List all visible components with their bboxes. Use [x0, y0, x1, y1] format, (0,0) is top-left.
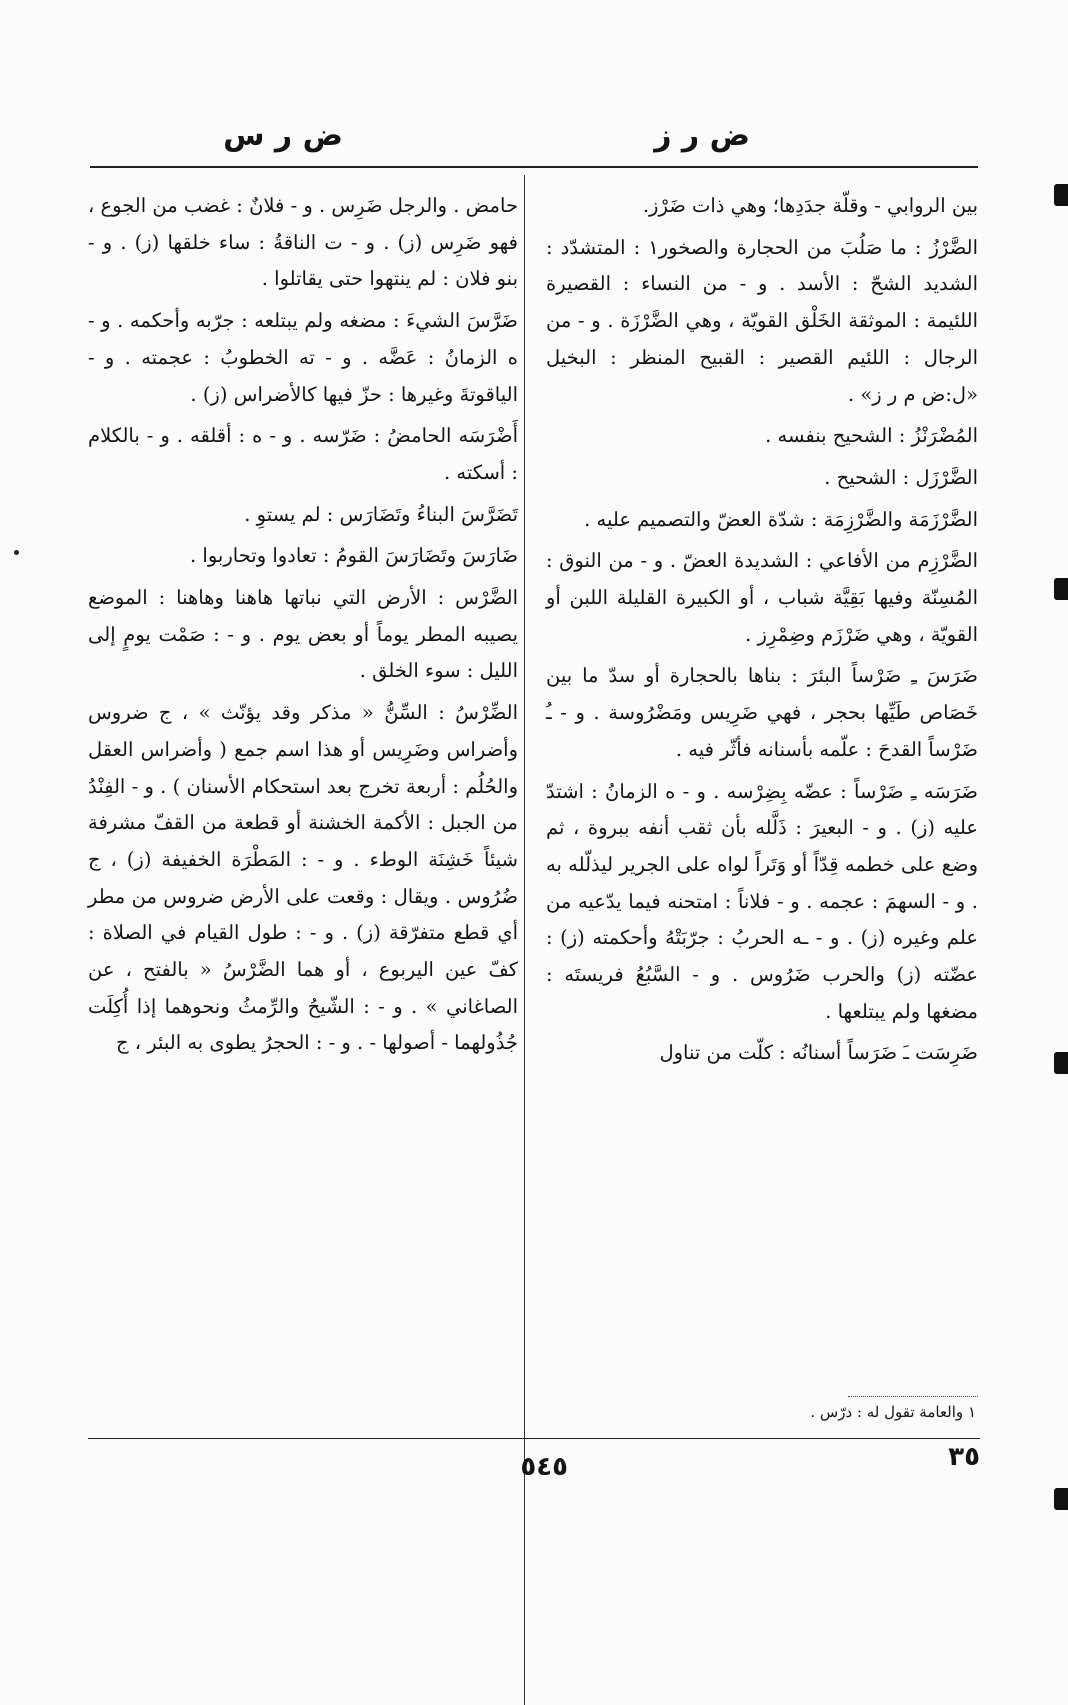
entry-paragraph: الضَّرْزَل : الشحيح .: [824, 465, 978, 489]
right-column: [546, 188, 978, 1077]
scan-edge-mark: [1054, 1052, 1068, 1074]
entry-paragraph: ضَرَسَه ـِ ضَرْساً : عضّه بِضِرْسه . و - ه الزمانُ : اشتدّ عليه (ز) . و - البعيرَ : ذَلَّله بأن ثقب أنفه ببروة ، ثم وضع على خطمه قِدّاً أو وَتَراً لواه على الجرير ليذلّله به . و - السهمَ : عجمه . و - فلاناً : امتحنه فيما يدّعيه من علم وغيره (ز) . و - ـه الحربُ : جرّبَتْهُ وأحكمته (ز) : عضّته (ز) والحرب ضَرُوس . و - السَّبُعُ فريستَه : مضغها ولم يبتلعها .: [546, 779, 978, 1023]
footnote-rule: [848, 1396, 978, 1397]
entry-paragraph: تَضَرَّسَ البناءُ وتَضَارَس : لم يستوِ .: [244, 502, 518, 526]
entry-paragraph: الضَّرْس : الأرض التي نباتها هاهنا وهاهنا : الموضع يصيبه المطر يوماً أو بعض يوم . و - : صَمْت يومٍ إلى الليل : سوء الخلق .: [88, 586, 518, 683]
header-rule: [90, 166, 978, 168]
footnote: ١ والعامة تقول له : درّس .: [810, 1403, 976, 1421]
scan-edge-mark: [1054, 578, 1068, 600]
entry-paragraph: ضَارَسَ وتَضَارَسَ القومُ : تعادوا وتحاربوا .: [190, 544, 518, 568]
page-number: ٥٤٥: [520, 1452, 568, 1482]
entry-paragraph: ضَرَسَ ـِ ضَرْساً البئرَ : بناها بالحجارة أو سدّ ما بين خَصَاص طَيِّها بحجر ، فهي ضَرِيس ومَضْرُوسة . و - ـُ ضَرْساً القدحَ : علّمه بأسنانه فأثّر فيه .: [546, 664, 978, 761]
entry-paragraph: المُضْرَنْزُ : الشحيح بنفسه .: [765, 424, 978, 448]
section-number: ٣٥: [948, 1442, 980, 1472]
entry-paragraph: أَضْرَسَه الحامضُ : ضَرّسه . و - ه : أقلقه . و - بالكلام : أسكته .: [88, 424, 518, 484]
scan-edge-mark: [1054, 184, 1068, 206]
entry-paragraph: ضَرَّسَ الشيءَ : مضغه ولم يبتلعه : جرّبه وأحكمه . و - ه الزمانُ : عَضَّه . و - ته الخطوبُ : عجمته . و - الياقوتةَ وغيرها : حزّ فيها كالأضراس (ز) .: [88, 309, 518, 406]
scan-speck: [14, 550, 19, 555]
entry-paragraph: ضَرِسَت ـَ ضَرَساً أسنانُه : كلّت من تناول: [659, 1041, 978, 1065]
entry-paragraph: بين الروابي - وقلّة جدَدِها؛ وهي ذات ضَرْز.: [642, 194, 978, 217]
entry-paragraph: الضَّرْزُ : ما صَلُبَ من الحجارة والصخور١ : المتشدّد : الشديد الشحّ : الأسد . و - من النساء : القصيرة اللئيمة : الموثقة الخَلْق القويّة ، وهي الضَّرْزَة . و - من الرجال : اللئيم القصير : القبيح المنظر : البخيل «ل:ض م ر ز» .: [546, 235, 978, 406]
entry-paragraph: الضِّرْسُ : السِّنُّ « مذكر وقد يؤنّث » ، ج ضروس وأضراس وضَرِيس أو هذا اسم جمع ( وأضراس العقل والحُلُم : أربعة تخرج بعد استحكام الأسنان ) . و - الفِنْدُ من الجبل : الأكمة الخشنة أو قطعة من القفّ مشرفة شيئاً خَشِنَة الوطء . و - : المَطْرَة الخفيفة (ز) ، ج ضُرُوس . ويقال : وقعت على الأرض ضروس من مطر أي قطع متفرّقة (ز) . و - : طول القيام في الصلاة : كفّ عين اليربوع ، أو هما الضَّرْسُ « بالفتح ، عن الصاغاني » . و - : الشّيحُ والرِّمثُ ونحوهما إذا أُكِلَت جُذُولهما - أصولها - . و - : الحجرُ يطوى به البئر ، ج: [88, 701, 518, 1055]
left-column-root-header: ض ر س: [223, 118, 343, 153]
right-column-root-header: ض ر ز: [654, 118, 750, 153]
entry-paragraph: الضَّرْزَمَة والضَّرْزِمَة : شدّة العضّ والتصميم عليه .: [584, 507, 978, 531]
scan-edge-mark: [1054, 1488, 1068, 1510]
entry-paragraph: الضَّرْزِم من الأفاعي : الشديدة العضّ . و - من النوق : المُسِنّة وفيها بَقِيَّة شباب ، أو الكبيرة القليلة اللبن أو القويّة ، وهي ضَرْزَم وضِمْرِز .: [546, 549, 978, 646]
left-column: [88, 188, 518, 1067]
entry-paragraph: حامض . والرجل ضَرِس . و - فلانٌ : غضب من الجوع ، فهو ضَرِس (ز) . و - ت الناقةُ : ساء خلقها (ز) . و - بنو فلان : لم ينتهوا حتى يقاتلوا .: [88, 194, 518, 291]
footer-rule: [88, 1438, 980, 1439]
